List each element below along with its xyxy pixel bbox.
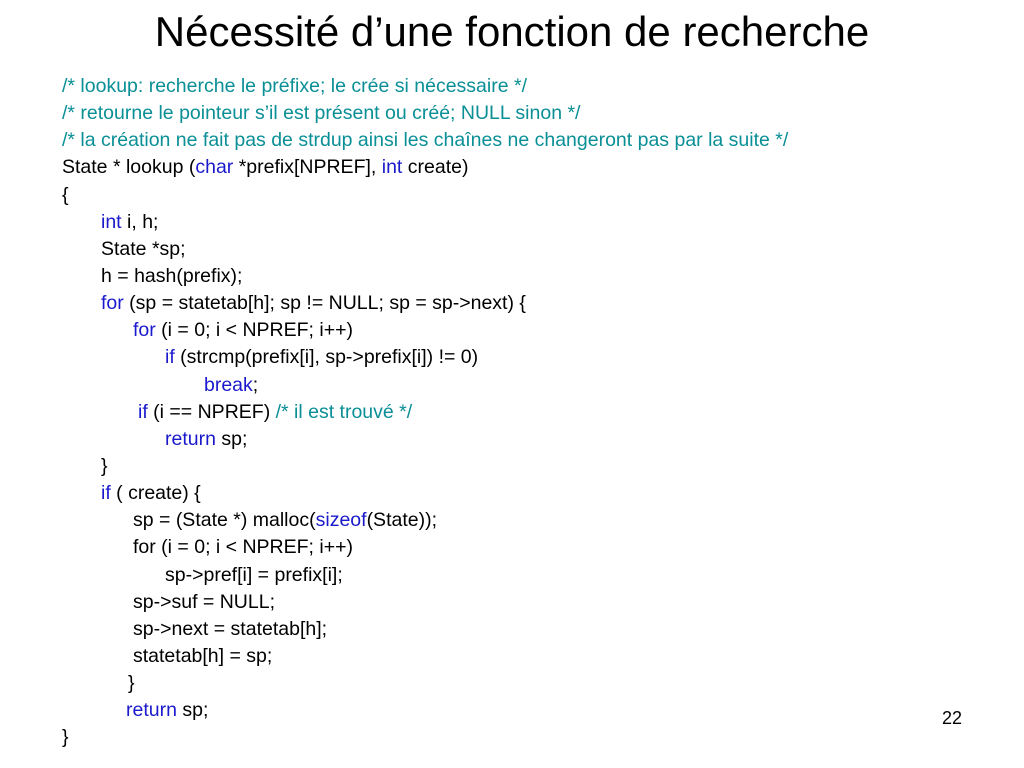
code-line <box>62 534 992 561</box>
code-comment: /* lookup: recherche le préfixe; le crée si nécessaire */ <box>62 75 527 97</box>
code-text: State *sp; <box>101 237 186 260</box>
code-line <box>62 697 992 724</box>
code-line <box>62 154 992 181</box>
code-keyword: for <box>133 319 156 342</box>
code-text: sp->pref[i] = prefix[i]; <box>165 563 343 586</box>
code-text: } <box>62 726 69 749</box>
code-line <box>62 589 992 616</box>
code-text: sp->suf = NULL; <box>133 590 275 613</box>
code-line <box>62 100 992 127</box>
code-text: State * lookup ( <box>62 156 196 179</box>
code-text: } <box>128 672 135 695</box>
code-text: create) <box>402 156 469 179</box>
code-text: (strcmp(prefix[i], sp->prefix[i]) != 0) <box>174 346 479 369</box>
code-keyword: return <box>126 699 177 722</box>
code-line <box>62 399 992 426</box>
code-line <box>62 616 992 643</box>
code-text: (i == NPREF) <box>147 400 276 423</box>
code-text: sp; <box>215 427 248 450</box>
code-line <box>62 480 992 507</box>
code-line <box>62 562 992 589</box>
code-keyword: int <box>381 156 403 179</box>
code-keyword: char <box>195 156 234 179</box>
code-line <box>62 290 992 317</box>
code-text: (State)); <box>366 509 437 532</box>
code-line <box>62 453 992 480</box>
slide-title: Nécessité d’une fonction de recherche <box>154 8 870 55</box>
code-keyword: if <box>101 482 111 505</box>
code-line <box>62 507 992 534</box>
code-line <box>62 426 992 453</box>
code-comment: /* la création ne fait pas de strdup ainsi les chaînes ne changeront pas par la suite */ <box>62 129 789 152</box>
code-block <box>62 73 992 752</box>
code-line <box>62 209 992 236</box>
code-line <box>62 263 992 290</box>
page-number: 22 <box>941 708 963 728</box>
code-line <box>62 73 992 100</box>
code-text: sp->next = statetab[h]; <box>133 617 328 640</box>
code-keyword: if <box>165 346 175 369</box>
code-text: } <box>101 454 108 477</box>
code-comment: /* il est trouvé */ <box>275 400 413 423</box>
code-text: sp; <box>176 699 209 722</box>
code-line <box>62 670 992 697</box>
code-line <box>62 127 992 154</box>
code-text: { <box>62 183 69 206</box>
code-text: ( create) { <box>110 482 201 505</box>
code-text: h = hash(prefix); <box>101 264 243 287</box>
code-comment: /* retourne le pointeur s’il est présent ou créé; NULL sinon */ <box>62 102 581 125</box>
code-line <box>62 372 992 399</box>
code-text: (sp = statetab[h]; sp != NULL; sp = sp->next) { <box>123 292 526 315</box>
code-text: (i = 0; i < NPREF; i++) <box>155 319 353 342</box>
code-keyword: if <box>138 400 148 423</box>
code-text: i, h; <box>121 210 159 233</box>
code-keyword: break <box>204 373 253 396</box>
code-line <box>62 643 992 670</box>
code-keyword: int <box>101 210 122 233</box>
code-keyword: for <box>101 292 124 315</box>
code-line <box>62 317 992 344</box>
code-keyword: sizeof <box>315 509 367 532</box>
code-text: sp = (State *) malloc( <box>133 509 316 532</box>
code-text: *prefix[NPREF], <box>233 156 382 179</box>
code-line <box>62 236 992 263</box>
code-keyword: return <box>165 427 216 450</box>
code-line <box>62 344 992 371</box>
code-text: for (i = 0; i < NPREF; i++) <box>133 536 353 559</box>
code-line <box>62 182 992 209</box>
code-text: ; <box>252 373 259 396</box>
code-line <box>62 724 992 751</box>
code-text: statetab[h] = sp; <box>133 644 273 667</box>
